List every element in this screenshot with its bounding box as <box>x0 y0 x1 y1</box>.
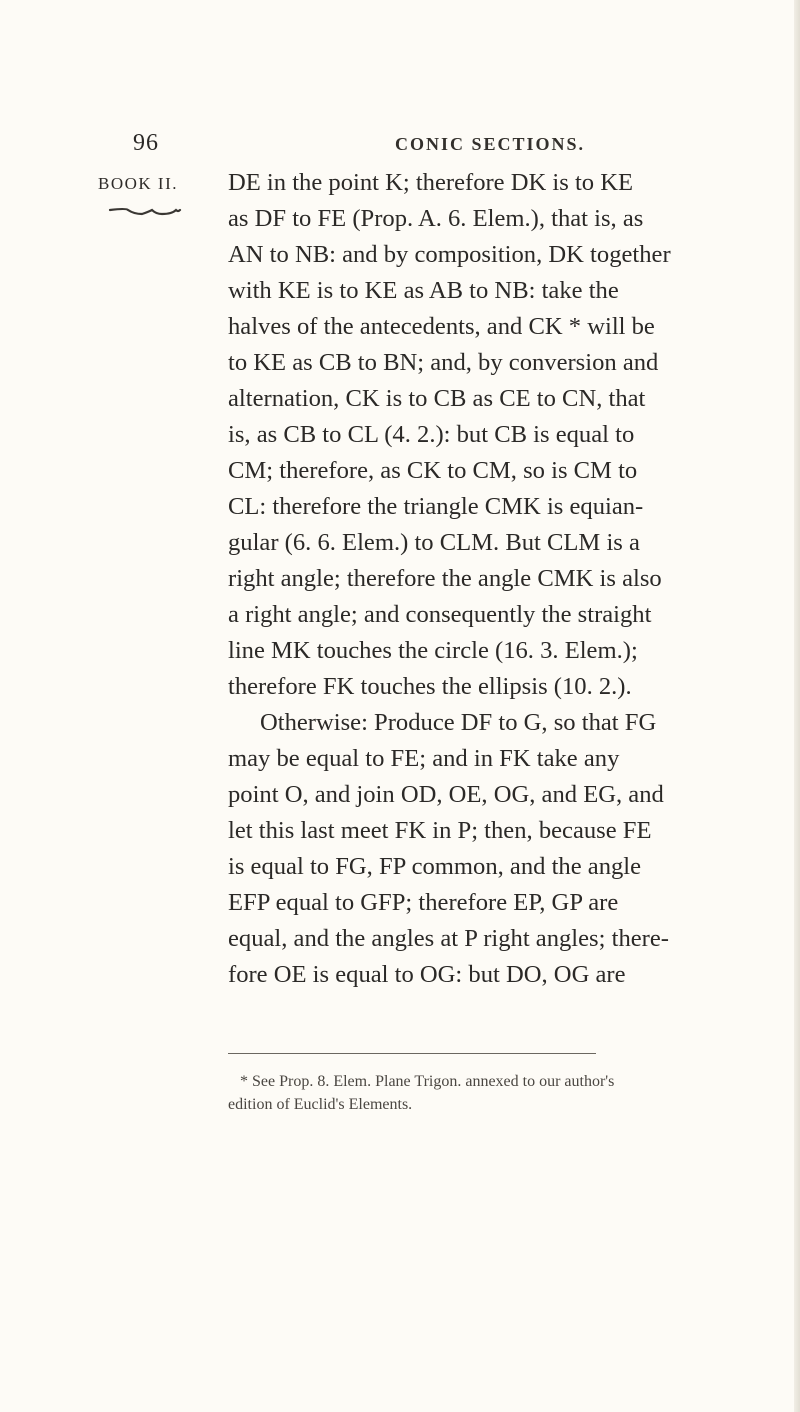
page-edge <box>794 0 800 1412</box>
text-line: may be equal to FE; and in FK take any <box>228 745 620 772</box>
page-header <box>133 130 593 160</box>
book-label: BOOK II. <box>98 174 178 193</box>
text-line: alternation, CK is to CB as CE to CN, that <box>228 385 646 412</box>
paragraph-start-line: Otherwise: Produce DF to G, so that FG <box>260 709 657 736</box>
page-number: 96 <box>133 130 159 156</box>
text-line: to KE as CB to BN; and, by conversion and <box>228 349 659 376</box>
footnote-divider <box>228 1053 596 1054</box>
running-head: CONIC SECTIONS. <box>395 134 586 154</box>
text-line: line MK touches the circle (16. 3. Elem.); <box>228 637 638 664</box>
text-line: point O, and join OD, OE, OG, and EG, and <box>228 781 664 808</box>
text-line: as DF to FE (Prop. A. 6. Elem.), that is, as <box>228 205 644 232</box>
text-line: CM; therefore, as CK to CM, so is CM to <box>228 457 638 484</box>
text-line: AN to NB: and by composition, DK together <box>228 241 671 268</box>
text-line: halves of the antecedents, and CK * will be <box>228 313 655 340</box>
text-line: is, as CB to CL (4. 2.): but CB is equal to <box>228 421 635 448</box>
text-line: equal, and the angles at P right angles; there- <box>228 925 669 952</box>
text-line: gular (6. 6. Elem.) to CLM. But CLM is a <box>228 529 640 556</box>
text-line: CL: therefore the triangle CMK is equian- <box>228 493 644 520</box>
brace-ornament <box>108 206 230 222</box>
text-line: let this last meet FK in P; then, because FE <box>228 817 652 844</box>
text-line: fore OE is equal to OG: but DO, OG are <box>228 961 626 988</box>
text-line: a right angle; and consequently the straight <box>228 601 652 628</box>
text-line: therefore FK touches the ellipsis (10. 2.). <box>228 673 632 700</box>
text-line: right angle; therefore the angle CMK is also <box>228 565 662 592</box>
text-line: with KE is to KE as AB to NB: take the <box>228 277 619 304</box>
footnote-line: * See Prop. 8. Elem. Plane Trigon. annexed to our author's <box>240 1073 615 1090</box>
text-line: EFP equal to GFP; therefore EP, GP are <box>228 889 619 916</box>
text-line: DE in the point K; therefore DK is to KE <box>228 169 634 196</box>
text-line: is equal to FG, FP common, and the angle <box>228 853 642 880</box>
footnote-line: edition of Euclid's Elements. <box>228 1096 413 1113</box>
